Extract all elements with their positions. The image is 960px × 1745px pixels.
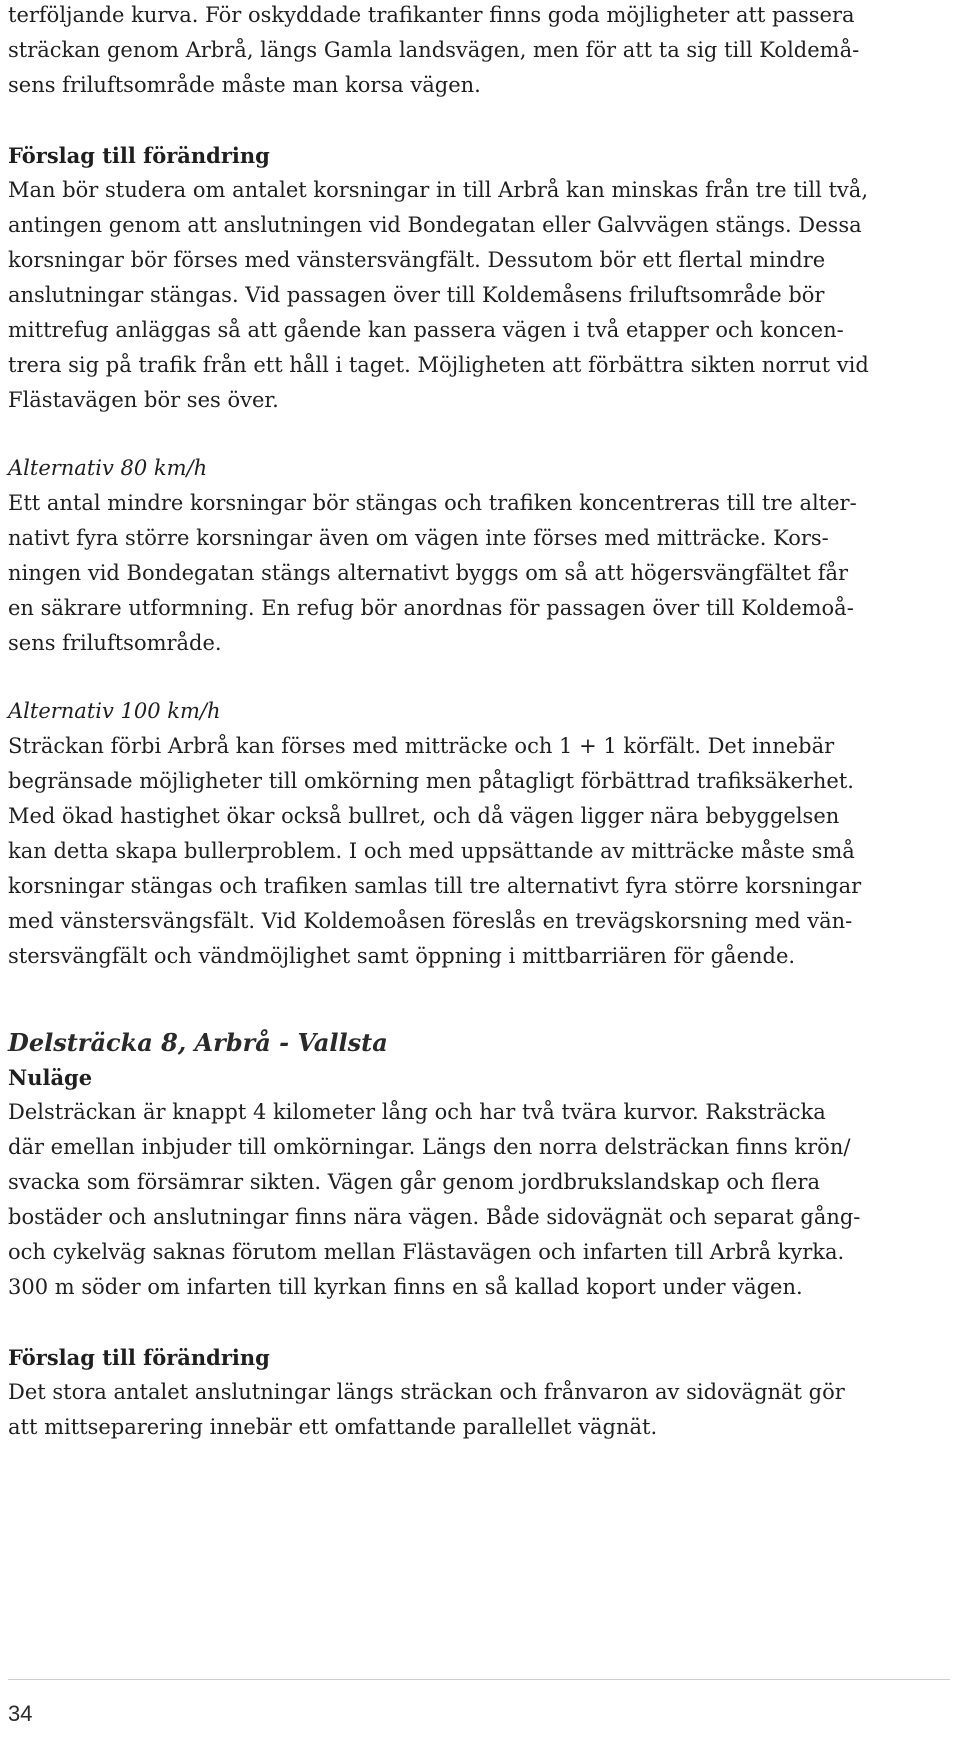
spacer	[8, 661, 950, 694]
section-title: Delsträcka 8, Arbrå - Vallsta	[8, 1028, 388, 1057]
intro-paragraph: terföljande kurva. För oskyddade trafikanter finns goda möjligheter att passera sträckan genom Arbrå, längs Gamla landsvägen, men för att ta sig till Koldemå- sens friluftsområde måste man korsa vägen.	[8, 3, 860, 97]
alternative-100-heading: Alternativ 100 km/h	[8, 699, 221, 723]
alternative-100-paragraph: Sträckan förbi Arbrå kan förses med mitträcke och 1 + 1 körfält. Det innebär begränsade möjligheter till omkörning men påtagligt förbättrad trafiksäkerhet. Med ökad hastighet ökar också bullret, och då vägen ligger nära bebyggelsen kan detta skapa bullerproblem. I och med uppsättande av mitträcke måste små korsningar stängas och trafiken samlas till tre alternativt fyra större korsningar med vänstersvängsfält. Vid Koldemoåsen föreslås en trevägskorsning med vän- stersvängfält och vändmöjlighet samt öppning i mittbarriären för gående.	[8, 734, 862, 968]
current-state-paragraph: Delsträckan är knappt 4 kilometer lång och har två tvära kurvor. Raksträcka där emellan inbjuder till omkörningar. Längs den norra delsträckan finns krön/ svacka som försämrar sikten. Vägen går genom jordbrukslandskap och flera bostäder och anslutningar finns nära vägen. Både sidovägnät och separat gång- och cykelväg saknas förutom mellan Flästavägen och infarten till Arbrå kyrka. 300 m söder om infarten till kyrkan finns en så kallad koport under vägen.	[8, 1100, 861, 1299]
page-number: 34	[8, 1701, 33, 1726]
proposal-heading: Förslag till förändring	[8, 143, 270, 168]
document-page	[8, 0, 950, 1445]
footer-divider	[8, 1679, 950, 1680]
spacer	[8, 418, 950, 451]
current-state-heading: Nuläge	[8, 1065, 93, 1090]
alternative-80-heading: Alternativ 80 km/h	[8, 456, 208, 480]
alternative-80-paragraph: Ett antal mindre korsningar bör stängas och trafiken koncentreras till tre alter- nativt fyra större korsningar även om vägen inte förses med mitträcke. Kors- ningen vid Bondegatan stängs alternativt byggs om så att högersvängfältet får en säkrare utformning. En refug bör anordnas för passagen över till Koldemoå- sens friluftsområde.	[8, 491, 857, 655]
proposal-paragraph-2: Det stora antalet anslutningar längs sträckan och frånvaron av sidovägnät gör att mittseparering innebär ett omfattande parallellet vägnät.	[8, 1380, 845, 1439]
proposal-paragraph: Man bör studera om antalet korsningar in till Arbrå kan minskas från tre till två, antingen genom att anslutningen vid Bondegatan eller Galvvägen stängs. Dessa korsningar bör förses med vänstersvängfält. Dessutom bör ett flertal mindre anslutningar stängas. Vid passagen över till Koldemåsens friluftsområde bör mittrefug anläggas så att gående kan passera vägen i två etapper och koncen- trera sig på trafik från ett håll i taget. Möjligheten att förbättra sikten norrut vid Flästavägen bör ses över.	[8, 178, 869, 412]
spacer	[8, 1305, 950, 1340]
proposal-heading-2: Förslag till förändring	[8, 1345, 270, 1370]
spacer	[8, 103, 950, 138]
spacer	[8, 974, 950, 1026]
